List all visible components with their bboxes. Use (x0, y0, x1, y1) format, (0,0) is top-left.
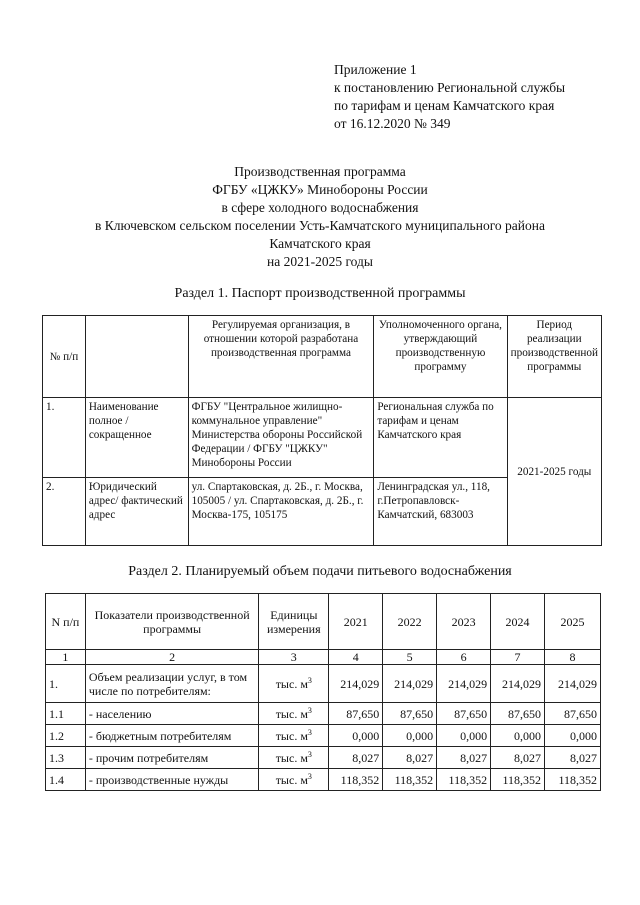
row-value: 87,650 (329, 703, 383, 725)
row-value: 118,352 (329, 769, 383, 791)
row-num: 1.2 (46, 725, 86, 747)
row-unit (259, 665, 329, 703)
col-number: 4 (329, 650, 383, 665)
row-num: 1. (43, 398, 86, 478)
row-num: 1. (46, 665, 86, 703)
row-value: 0,000 (383, 725, 437, 747)
title-line: ФГБУ «ЦЖКУ» Минобороны России (212, 182, 428, 197)
col-number: 8 (545, 650, 601, 665)
header-org: Регулируемая организация, в отношении которой разработана производственная программа (188, 316, 374, 398)
title-line: Камчатского края (269, 236, 371, 251)
title-line: Производственная программа (234, 164, 406, 179)
row-num: 1.1 (46, 703, 86, 725)
unit-superscript: 3 (307, 771, 312, 781)
section2-heading: Раздел 2. Планируемый объем подачи питьевого водоснабжения (128, 564, 512, 579)
header-year: 2025 (545, 594, 601, 650)
row-value: 8,027 (545, 747, 601, 769)
row-unit (259, 703, 329, 725)
header-period: Период реализации производственной программы (507, 316, 601, 398)
header-num: N п/п (46, 594, 86, 650)
period-cell: 2021-2025 годы (507, 398, 601, 546)
appendix-line: по тарифам и ценам Камчатского края (334, 98, 555, 113)
row-authority: Региональная служба по тарифам и ценам Камчатского края (374, 398, 507, 478)
row-value: 87,650 (491, 703, 545, 725)
title-line: в Ключевском сельском поселении Усть-Камчатского муниципального района (95, 218, 545, 233)
appendix-block (334, 61, 565, 133)
column-number-row (46, 650, 601, 665)
row-label: Юридический адрес/ фактический адрес (85, 478, 188, 546)
row-value: 118,352 (545, 769, 601, 791)
row-value: 8,027 (329, 747, 383, 769)
row-num: 2. (43, 478, 86, 546)
header-year: 2022 (383, 594, 437, 650)
row-label: - прочим потребителям (85, 747, 258, 769)
row-value: 0,000 (329, 725, 383, 747)
header-year: 2024 (491, 594, 545, 650)
row-label: - производственные нужды (85, 769, 258, 791)
row-unit (259, 747, 329, 769)
volume-table (45, 593, 601, 791)
row-authority: Ленинградская ул., 118, г.Петропавловск-Камчатский, 683003 (374, 478, 507, 546)
row-value: 214,029 (437, 665, 491, 703)
col-number: 2 (85, 650, 258, 665)
unit-text: тыс. м (275, 676, 308, 691)
appendix-line: Приложение 1 (334, 62, 417, 77)
row-org: ул. Спартаковская, д. 2Б., г. Москва, 105005 / ул. Спартаковская, д. 2Б., г. Москва-175, 105175 (188, 478, 374, 546)
table-row (46, 725, 601, 747)
row-num: 1.3 (46, 747, 86, 769)
header-authority: Уполномоченного органа, утверждающий производственную программу (374, 316, 507, 398)
unit-text: тыс. м (275, 750, 308, 765)
row-label: - бюджетным потребителям (85, 725, 258, 747)
unit-superscript: 3 (307, 675, 312, 685)
header-year: 2023 (437, 594, 491, 650)
header-unit: Единицы измерения (259, 594, 329, 650)
row-value: 214,029 (491, 665, 545, 703)
row-value: 8,027 (491, 747, 545, 769)
row-value: 214,029 (383, 665, 437, 703)
row-unit (259, 725, 329, 747)
row-value: 118,352 (437, 769, 491, 791)
header-indicator: Показатели производственной программы (85, 594, 258, 650)
appendix-line: к постановлению Региональной службы (334, 80, 566, 95)
passport-table (42, 315, 602, 546)
unit-text: тыс. м (275, 728, 308, 743)
row-value: 118,352 (383, 769, 437, 791)
row-value: 8,027 (383, 747, 437, 769)
row-value: 214,029 (329, 665, 383, 703)
row-value: 87,650 (437, 703, 491, 725)
col-number: 6 (437, 650, 491, 665)
header-blank (85, 316, 188, 398)
table-row (46, 703, 601, 725)
unit-superscript: 3 (307, 705, 312, 715)
row-value: 0,000 (437, 725, 491, 747)
col-number: 3 (259, 650, 329, 665)
row-value: 0,000 (491, 725, 545, 747)
row-num: 1.4 (46, 769, 86, 791)
row-unit (259, 769, 329, 791)
row-value: 0,000 (545, 725, 601, 747)
row-value: 87,650 (383, 703, 437, 725)
unit-text: тыс. м (275, 772, 308, 787)
col-number: 1 (46, 650, 86, 665)
row-value: 214,029 (545, 665, 601, 703)
row-label: Объем реализации услуг, в том числе по потребителям: (85, 665, 258, 703)
appendix-line: от 16.12.2020 № 349 (334, 116, 451, 131)
table-row (46, 769, 601, 791)
row-label: - населению (85, 703, 258, 725)
title-line: на 2021-2025 годы (267, 254, 373, 269)
section1-heading: Раздел 1. Паспорт производственной программы (174, 286, 466, 301)
header-year: 2021 (329, 594, 383, 650)
table-row (46, 665, 601, 703)
unit-superscript: 3 (307, 727, 312, 737)
unit-text: тыс. м (275, 706, 308, 721)
row-value: 87,650 (545, 703, 601, 725)
document-title (30, 163, 610, 271)
title-line: в сфере холодного водоснабжения (221, 200, 419, 215)
col-number: 7 (491, 650, 545, 665)
unit-superscript: 3 (307, 749, 312, 759)
row-org: ФГБУ "Центральное жилищно-коммунальное управление" Министерства обороны Российской Федерации / ФГБУ "ЦЖКУ" Минобороны России (188, 398, 374, 478)
row-label: Наименование полное / сокращенное (85, 398, 188, 478)
header-num: № п/п (43, 316, 86, 398)
table-row (46, 747, 601, 769)
row-value: 118,352 (491, 769, 545, 791)
col-number: 5 (383, 650, 437, 665)
row-value: 8,027 (437, 747, 491, 769)
